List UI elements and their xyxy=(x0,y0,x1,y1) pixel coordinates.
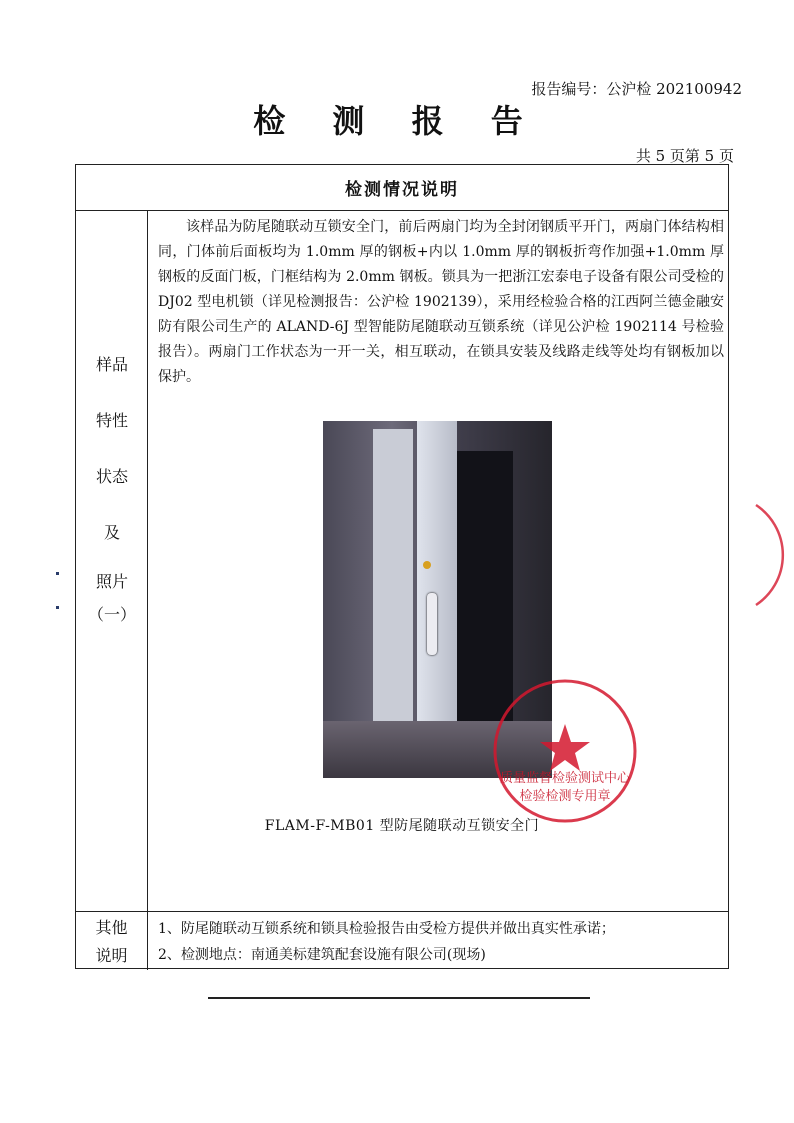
bottom-rule xyxy=(208,997,590,999)
note-item-1: 1、防尾随联动互锁系统和锁具检验报告由受检方提供并做出真实性承诺； xyxy=(158,921,615,937)
edge-seal-mark xyxy=(752,500,794,610)
other-label xyxy=(76,912,148,970)
seal-text-line2: 检验检测专用章 xyxy=(519,789,611,804)
sample-labels xyxy=(76,337,148,627)
other-label-line2: 说明 xyxy=(95,946,128,965)
left-label-6: （一） xyxy=(87,605,136,624)
section-title: 检测情况说明 xyxy=(76,165,728,211)
seal-text xyxy=(500,770,630,806)
other-notes-row xyxy=(76,911,728,970)
report-title: 检 测 报 告 xyxy=(253,102,541,140)
left-label-1: 样品 xyxy=(95,355,128,374)
margin-dot xyxy=(56,606,59,609)
margin-dot xyxy=(56,572,59,575)
sample-label-column xyxy=(76,211,148,911)
photo-caption: FLAM-F-MB01 型防尾随联动互锁安全门 xyxy=(264,818,540,834)
left-label-4: 及 xyxy=(103,523,120,542)
page-info: 共 5 页第 5 页 xyxy=(635,147,734,165)
note-item-2: 2、检测地点：南通美标建筑配套设施有限公司(现场) xyxy=(158,947,486,963)
other-label-line1: 其他 xyxy=(95,918,128,937)
seal-text-line1: 质量监督检验测试中心 xyxy=(500,771,631,786)
report-table xyxy=(75,164,729,969)
left-label-5: 照片 xyxy=(95,572,128,591)
report-number: 报告编号：公沪检 202100942 xyxy=(531,80,742,98)
left-label-3: 状态 xyxy=(95,467,128,486)
sample-description: 该样品为防尾随联动互锁安全门，前后两扇门均为全封闭钢质平开门，两扇门体结构相同，门体前后面板均为 1.0mm 厚的钢板+内以 1.0mm 厚的钢板折弯作加强+1.0mm 厚钢板的反面门板，门框结构为 2.0mm 钢板。锁具为一把浙江宏泰电子设备有限公司受检的 DJ02 型电机锁（详见检测报告：公沪检 1902139），采用经检验合格的江西阿兰德金融安防有限公司生产的 ALAND-6J 型智能防尾随联动互锁系统（详见公沪检 1902114 号检验报告）。两扇门工作状态为一开一关，相互联动，在锁具安装及线路走线等处均有钢板加以保护。 xyxy=(158,219,724,385)
left-label-2: 特性 xyxy=(95,411,128,430)
notes-list xyxy=(158,916,615,968)
